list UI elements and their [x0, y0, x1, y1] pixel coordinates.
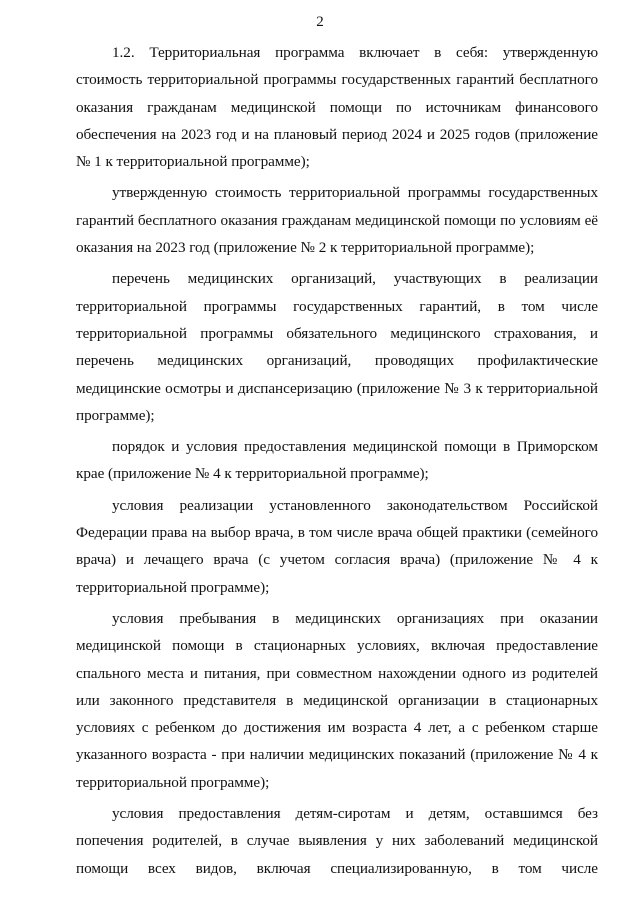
- paragraph-orphans-care-conditions: условия предоставления детям-сиротам и детям, оставшимся без попечения родителей, в случае выявления у них заболеваний медицинской помощи всех видов, включая специализированную, в том числе: [76, 805, 598, 877]
- paragraph-approved-cost-by-conditions: утвержденную стоимость территориальной программы государственных гарантий бесплатного оказания гражданам медицинской помощи по условиям её оказания на 2023 год (приложение № 2 к территориальной программе);: [76, 184, 598, 257]
- page-number: 2: [316, 14, 324, 30]
- paragraph-procedure-and-conditions: порядок и условия предоставления медицинской помощи в Приморском крае (приложение № 4 к территориальной программе);: [76, 438, 598, 483]
- paragraph-medical-organizations-list: перечень медицинских организаций, участвующих в реализации территориальной программы государственных гарантий, в том числе территориальной программы обязательного медицинского страхования, и перечень медицинских организаций, проводящих профилактические медицинские осмотры и диспансеризацию (приложение № 3 к территориальной программе);: [76, 270, 598, 424]
- paragraph-right-to-choose-doctor: условия реализации установленного законодательством Российской Федерации права на выбор врача, в том числе врача общей практики (семейного врача) и лечащего врача (с учетом согласия врача) (приложение № 4 к территориальной программе);: [76, 496, 598, 596]
- paragraph-inpatient-stay-conditions: условия пребывания в медицинских организациях при оказании медицинской помощи в стационарных условиях, включая предоставление спального места и питания, при совместном нахождении одного из родителей или законного представителя в медицинской организации в стационарных условиях с ребенком до достижения им возраста 4 лет, а с ребенком старше указанного возраста - при наличии медицинских показаний (приложение № 4 к территориальной программе);: [76, 609, 598, 791]
- paragraph-1-2-program-contents: 1.2. Территориальная программа включает в себя: утвержденную стоимость территориальной программы государственных гарантий бесплатного оказания гражданам медицинской помощи по источникам финансового обеспечения на 2023 год и на плановый период 2024 и 2025 годов (приложение № 1 к территориальной программе);: [76, 44, 598, 171]
- document-body: [76, 39, 598, 886]
